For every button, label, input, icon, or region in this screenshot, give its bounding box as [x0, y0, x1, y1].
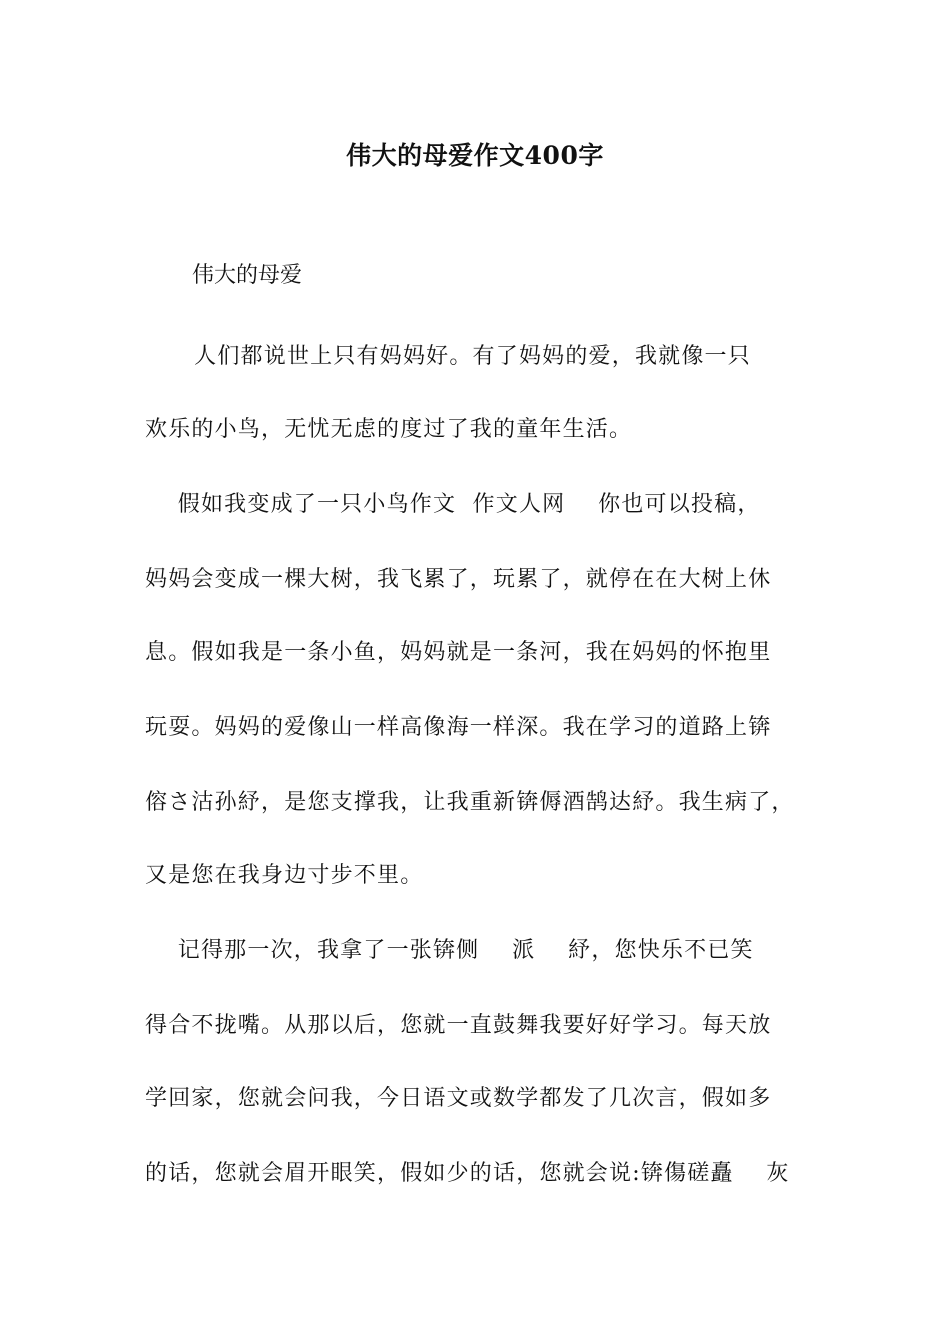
text-line: 假如我变成了一只小鸟作文 作文人网 你也可以投稿， [145, 492, 761, 517]
text-line: 的话，您就会眉开眼笑，假如少的话，您就会说:锛傷磋矗 灰 [145, 1161, 790, 1186]
text-line: 记得那一次，我拿了一张锛侧 派 紓，您快乐不已笑 [145, 938, 754, 963]
document-title: 伟大的母爱作文400字 [346, 141, 604, 170]
text-line: 欢乐的小鸟，无忧无虑的度过了我的童年生活。 [145, 417, 633, 442]
text-line: 玩耍。妈妈的爱像山一样高像海一样深。我在学习的道路上锛 [145, 715, 772, 740]
text-line: 妈妈会变成一棵大树，我飞累了，玩累了，就停在在大树上休 [145, 567, 772, 592]
text-line: 学回家，您就会问我，今日语文或数学都发了几次言，假如多 [145, 1086, 772, 1111]
text-line: 息。假如我是一条小鱼，妈妈就是一条河，我在妈妈的怀抱里 [145, 640, 772, 665]
text-line: 傛さ沽孙紓，是您支撑我，让我重新锛傉酒鹄达紓。我生病了， [145, 790, 795, 815]
text-line: 人们都说世上只有妈妈好。有了妈妈的爱，我就像一只 [145, 344, 751, 369]
text-line: 得合不拢嘴。从那以后，您就一直鼓舞我要好好学习。每天放 [145, 1013, 772, 1038]
essay-heading: 伟大的母爱 [192, 263, 303, 288]
text-line: 又是您在我身边寸步不里。 [145, 863, 424, 888]
